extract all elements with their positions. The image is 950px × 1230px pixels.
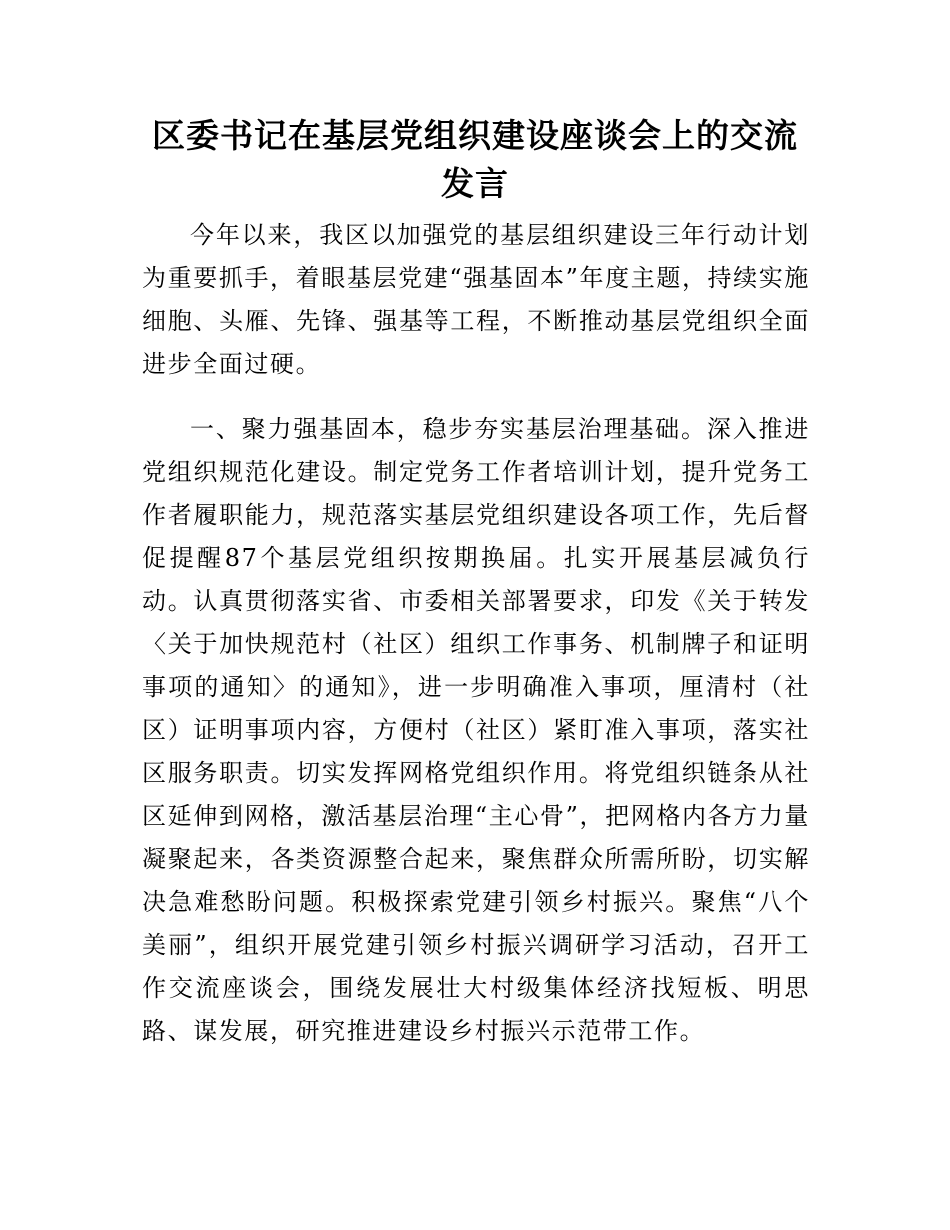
document-body xyxy=(142,214,810,1075)
document-title: 区委书记在基层党组织建设座谈会上的交流发言 xyxy=(152,116,798,203)
paragraph-section-one: 一、聚力强基固本，稳步夯实基层治理基础。深入推进党组织规范化建设。制定党务工作者培训计划，提升党务工作者履职能力，规范落实基层党组织建设各项工作，先后督促提醒87个基层党组织按期换届。扎实开展基层减负行动。认真贯彻落实省、市委相关部署要求，印发《关于转发〈关于加快规范村（社区）组织工作事务、机制牌子和证明事项的通知〉的通知》，进一步明确准入事项，厘清村（社区）证明事项内容，方便村（社区）紧盯准入事项，落实社区服务职责。切实发挥网格党组织作用。将党组织链条从社区延伸到网格，激活基层治理“主心骨”，把网格内各方力量凝聚起来，各类资源整合起来，聚焦群众所需所盼，切实解决急难愁盼问题。积极探索党建引领乡村振兴。聚焦“八个美丽”，组织开展党建引领乡村振兴调研学习活动，召开工作交流座谈会，围绕发展壮大村级集体经济找短板、明思路、谋发展，研究推进建设乡村振兴示范带工作。 xyxy=(142,415,810,1045)
paragraph-intro: 今年以来，我区以加强党的基层组织建设三年行动计划为重要抓手，着眼基层党建“强基固本”年度主题，持续实施细胞、头雁、先锋、强基等工程，不断推动基层党组织全面进步全面过硬。 xyxy=(142,221,810,378)
